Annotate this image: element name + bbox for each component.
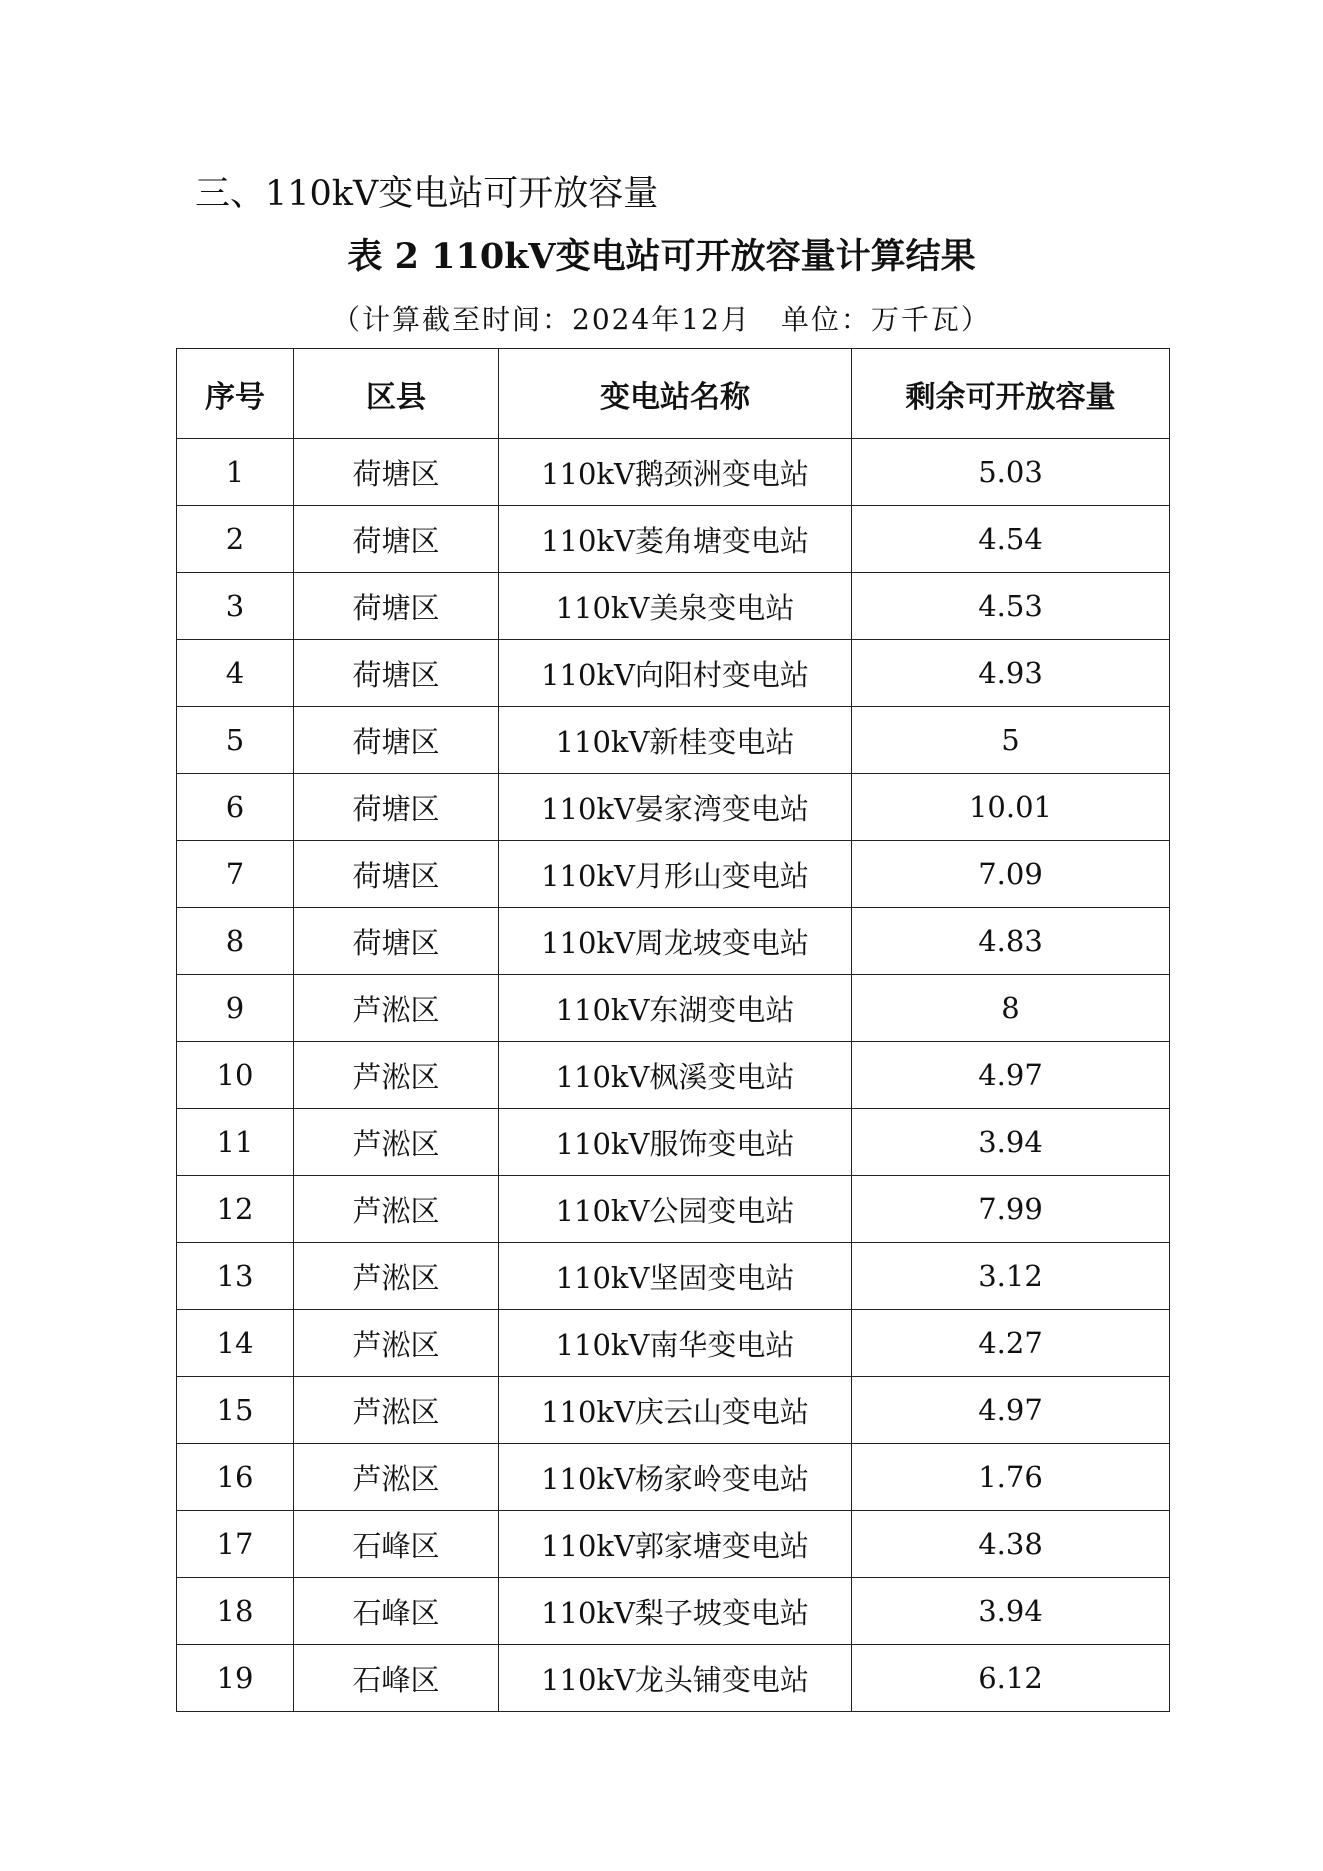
table-row bbox=[177, 1578, 1170, 1645]
cell-serial: 13 bbox=[177, 1243, 294, 1310]
cell-district: 荷塘区 bbox=[294, 841, 499, 908]
cell-remaining-capacity: 4.27 bbox=[852, 1310, 1170, 1377]
cell-remaining-capacity: 4.54 bbox=[852, 506, 1170, 573]
cell-district: 荷塘区 bbox=[294, 707, 499, 774]
cell-serial: 9 bbox=[177, 975, 294, 1042]
cell-serial: 10 bbox=[177, 1042, 294, 1109]
cell-serial: 12 bbox=[177, 1176, 294, 1243]
cell-district: 芦淞区 bbox=[294, 1310, 499, 1377]
table-row bbox=[177, 1243, 1170, 1310]
cell-serial: 15 bbox=[177, 1377, 294, 1444]
cell-district: 石峰区 bbox=[294, 1578, 499, 1645]
cell-substation-name: 110kV月形山变电站 bbox=[499, 841, 852, 908]
table-note: （计算截至时间：2024年12月 单位：万千瓦） bbox=[332, 303, 991, 336]
cell-district: 芦淞区 bbox=[294, 1109, 499, 1176]
cell-serial: 19 bbox=[177, 1645, 294, 1712]
cell-serial: 3 bbox=[177, 573, 294, 640]
table-row bbox=[177, 1645, 1170, 1712]
table-title: 表 2 110kV变电站可开放容量计算结果 bbox=[347, 236, 976, 277]
cell-serial: 6 bbox=[177, 774, 294, 841]
cell-remaining-capacity: 4.83 bbox=[852, 908, 1170, 975]
table-header-row bbox=[177, 349, 1170, 439]
cell-substation-name: 110kV梨子坡变电站 bbox=[499, 1578, 852, 1645]
cell-remaining-capacity: 3.12 bbox=[852, 1243, 1170, 1310]
section-heading: 三、110kV变电站可开放容量 bbox=[195, 174, 659, 214]
table-row bbox=[177, 1109, 1170, 1176]
cell-substation-name: 110kV向阳村变电站 bbox=[499, 640, 852, 707]
cell-district: 荷塘区 bbox=[294, 908, 499, 975]
cell-remaining-capacity: 8 bbox=[852, 975, 1170, 1042]
cell-substation-name: 110kV美泉变电站 bbox=[499, 573, 852, 640]
table-row bbox=[177, 1176, 1170, 1243]
cell-serial: 17 bbox=[177, 1511, 294, 1578]
table-row bbox=[177, 707, 1170, 774]
cell-substation-name: 110kV公园变电站 bbox=[499, 1176, 852, 1243]
cell-district: 芦淞区 bbox=[294, 1243, 499, 1310]
cell-district: 石峰区 bbox=[294, 1511, 499, 1578]
table-body bbox=[177, 439, 1170, 1712]
cell-substation-name: 110kV鹅颈洲变电站 bbox=[499, 439, 852, 506]
table-row bbox=[177, 1511, 1170, 1578]
cell-substation-name: 110kV周龙坡变电站 bbox=[499, 908, 852, 975]
cell-substation-name: 110kV枫溪变电站 bbox=[499, 1042, 852, 1109]
cell-remaining-capacity: 6.12 bbox=[852, 1645, 1170, 1712]
cell-district: 芦淞区 bbox=[294, 1042, 499, 1109]
table-row bbox=[177, 506, 1170, 573]
cell-substation-name: 110kV新桂变电站 bbox=[499, 707, 852, 774]
cell-serial: 7 bbox=[177, 841, 294, 908]
cell-substation-name: 110kV龙头铺变电站 bbox=[499, 1645, 852, 1712]
cell-serial: 18 bbox=[177, 1578, 294, 1645]
cell-substation-name: 110kV东湖变电站 bbox=[499, 975, 852, 1042]
cell-remaining-capacity: 5.03 bbox=[852, 439, 1170, 506]
cell-remaining-capacity: 7.09 bbox=[852, 841, 1170, 908]
cell-serial: 11 bbox=[177, 1109, 294, 1176]
cell-substation-name: 110kV庆云山变电站 bbox=[499, 1377, 852, 1444]
header-serial: 序号 bbox=[177, 349, 294, 439]
header-remaining-capacity: 剩余可开放容量 bbox=[852, 349, 1170, 439]
table-row bbox=[177, 1042, 1170, 1109]
cell-substation-name: 110kV杨家岭变电站 bbox=[499, 1444, 852, 1511]
table-row bbox=[177, 439, 1170, 506]
capacity-table bbox=[176, 348, 1170, 1712]
cell-serial: 4 bbox=[177, 640, 294, 707]
cell-remaining-capacity: 4.53 bbox=[852, 573, 1170, 640]
table-row bbox=[177, 573, 1170, 640]
cell-remaining-capacity: 4.93 bbox=[852, 640, 1170, 707]
cell-district: 荷塘区 bbox=[294, 506, 499, 573]
cell-remaining-capacity: 5 bbox=[852, 707, 1170, 774]
cell-district: 芦淞区 bbox=[294, 1444, 499, 1511]
cell-remaining-capacity: 10.01 bbox=[852, 774, 1170, 841]
table-row bbox=[177, 841, 1170, 908]
cell-district: 芦淞区 bbox=[294, 1377, 499, 1444]
cell-district: 荷塘区 bbox=[294, 640, 499, 707]
cell-substation-name: 110kV菱角塘变电站 bbox=[499, 506, 852, 573]
cell-district: 芦淞区 bbox=[294, 1176, 499, 1243]
cell-serial: 16 bbox=[177, 1444, 294, 1511]
cell-district: 芦淞区 bbox=[294, 975, 499, 1042]
cell-district: 石峰区 bbox=[294, 1645, 499, 1712]
table-row bbox=[177, 1377, 1170, 1444]
table-row bbox=[177, 1444, 1170, 1511]
cell-serial: 1 bbox=[177, 439, 294, 506]
table-row bbox=[177, 908, 1170, 975]
cell-substation-name: 110kV郭家塘变电站 bbox=[499, 1511, 852, 1578]
header-district: 区县 bbox=[294, 349, 499, 439]
cell-remaining-capacity: 4.38 bbox=[852, 1511, 1170, 1578]
cell-substation-name: 110kV南华变电站 bbox=[499, 1310, 852, 1377]
cell-district: 荷塘区 bbox=[294, 439, 499, 506]
cell-substation-name: 110kV坚固变电站 bbox=[499, 1243, 852, 1310]
cell-substation-name: 110kV服饰变电站 bbox=[499, 1109, 852, 1176]
cell-district: 荷塘区 bbox=[294, 774, 499, 841]
header-substation-name: 变电站名称 bbox=[499, 349, 852, 439]
cell-serial: 2 bbox=[177, 506, 294, 573]
cell-remaining-capacity: 4.97 bbox=[852, 1377, 1170, 1444]
cell-district: 荷塘区 bbox=[294, 573, 499, 640]
table-row bbox=[177, 774, 1170, 841]
cell-serial: 14 bbox=[177, 1310, 294, 1377]
table-row bbox=[177, 1310, 1170, 1377]
cell-remaining-capacity: 3.94 bbox=[852, 1109, 1170, 1176]
cell-remaining-capacity: 7.99 bbox=[852, 1176, 1170, 1243]
cell-remaining-capacity: 4.97 bbox=[852, 1042, 1170, 1109]
table-row bbox=[177, 640, 1170, 707]
cell-remaining-capacity: 3.94 bbox=[852, 1578, 1170, 1645]
cell-serial: 8 bbox=[177, 908, 294, 975]
cell-substation-name: 110kV晏家湾变电站 bbox=[499, 774, 852, 841]
table-row bbox=[177, 975, 1170, 1042]
cell-remaining-capacity: 1.76 bbox=[852, 1444, 1170, 1511]
cell-serial: 5 bbox=[177, 707, 294, 774]
